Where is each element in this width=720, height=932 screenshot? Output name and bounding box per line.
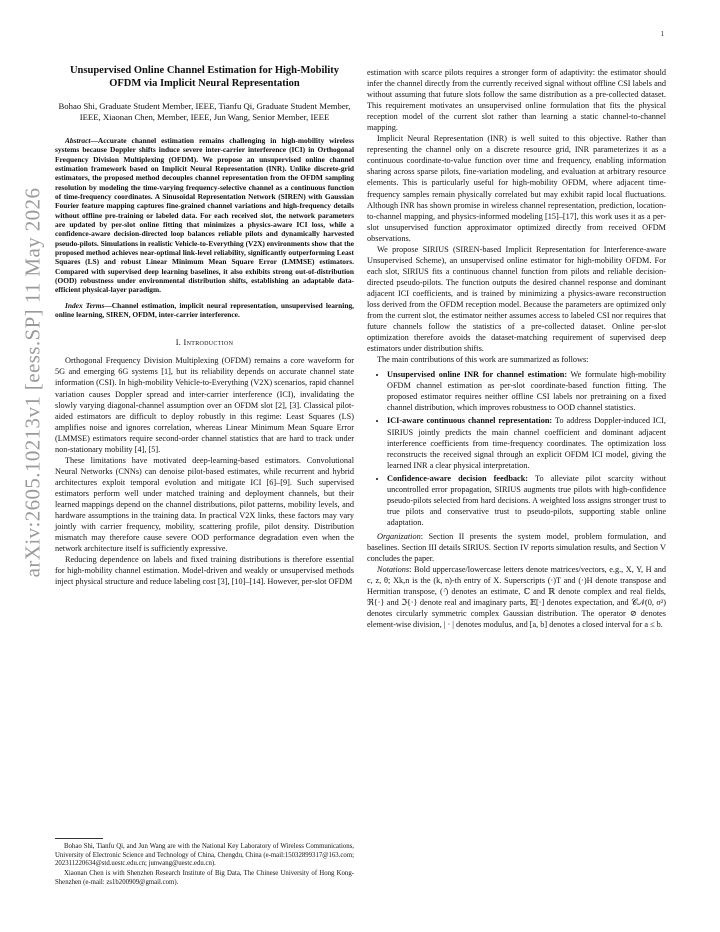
notations-lead: Notations [377,565,410,575]
abstract [55,136,354,295]
intro-paragraph: These limitations have motivated deep-learning-based estimators. Convolutional Neural Networks (CNNs) can denoise pilot-based estimates, while recurrent and hybrid architectures exploit temporal evolution and mitigate ICI [6]–[9]. Such supervised estimators perform well under matched training and deployment channels, but their learned mappings depend on the channel distributions, pilot patterns, mobility levels, and hardware assumptions in the training data. In practical V2X links, these factors may vary jointly with carrier frequency, mobility, scattering profile, pilot density. Distribution mismatch may therefore cause severe OOD performance degradation even when the network architecture itself is sufficiently expressive. [55,455,354,554]
contribution-item [387,473,666,528]
paper-title: Unsupervised Online Channel Estimation for High-Mobility OFDM via Implicit Neural Representation [69,65,340,89]
body-paragraph: The main contributions of this work are summarized as follows: [377,355,589,365]
notations-text: : Bold uppercase/lowercase letters denote matrices/vectors, e.g., X, Y, H and c, z, θ; Xk,n is the (k, n)-th entry of X. Superscripts (·)T and (·)H denote transpose and Hermitian transpose, (·̂) denotes an estimate, ℂ and ℝ denote complex and real fields, ℜ{·} and ℑ{·} denote real and imaginary parts, 𝔼[·] denotes expectation, and 𝒞𝒩(0, σ²) denotes circularly symmetric complex Gaussian distribution. The operator ⊘ denotes element-wise division, | · | denotes modulus, and [a, b] denotes a closed interval for a ≤ b. [367,565,666,630]
notations-paragraph [367,564,666,630]
body-paragraph: estimation with scarce pilots requires a stronger form of adaptivity: the estimator should infer the channel directly from the currently received signal without offline CSI labels and without assuming that future slots follow the same distribution as a pre-collected dataset. This requirement motivates an unsupervised online formulation that fits the physical reception model of the current slot rather than learning a static channel-to-channel mapping. [367,68,666,133]
contribution-lead: Unsupervised online INR for channel estimation: [387,370,568,380]
index-terms [55,301,354,320]
arxiv-stamp-text: arXiv:2605.10213v1 [eess.SP] 11 May 2026 [20,187,45,577]
organization-text: : Section II presents the system model, problem formulation, and baselines. Section III details SIRIUS. Section IV reports simulation results, and Section V concludes the paper. [367,531,666,564]
abstract-text: —Accurate channel estimation remains challenging in high-mobility wireless systems because Doppler shifts induce severe inter-carrier interference (ICI) in Orthogonal Frequency Division Multiplexing (OFDM). We propose an unsupervised online channel estimation framework based on Implicit Neural Representation (INR). Unlike discrete-grid estimators, the proposed method decouples channel representation from the OFDM sampling resolution by modeling the time-varying frequency-selective channel as a continuous function of time-frequency coordinates. A Sinusoidal Representation Network (SIREN) with Gaussian Fourier feature mapping captures fine-grained channel variations and high-frequency details without offline pre-training or labeled data. For each received slot, the network parameters are updated by per-slot online fitting that minimizes a physics-aware ICI loss, while a confidence-aware decision-directed loop balances reliable pilots and dynamically harvested pseudo-pilots. Simulations in realistic Vehicle-to-Everything (V2X) environments show that the proposed method achieves near-optimal link-level reliability, significantly outperforming Least Squares (LS) and robust Linear Minimum Mean Square Error (LMMSE) estimators. Compared with supervised deep learning baselines, it also exhibits strong out-of-distribution (OOD) robustness under environmental distribution shifts, establishing an adaptable data-efficient physical-layer paradigm. [55,135,354,295]
contribution-list [367,369,666,528]
organization-paragraph [367,531,666,564]
footnotes [55,843,354,889]
contribution-text: We formulate high-mobility OFDM channel estimation as per-slot coordinate-based function fitting. The proposed estimator requires neither offline CSI labels nor pretraining on a fixed channel distribution, which improves robustness to OOD channel statistics. [387,370,666,413]
author-list: Bohao Shi, Graduate Student Member, IEEE, Tianfu Qi, Graduate Student Member, IEEE, Xiaonan Chen, Member, IEEE, Jun Wang, Senior Member, IEEE [58,101,351,123]
intro-paragraph: Orthogonal Frequency Division Multiplexing (OFDM) remains a core waveform for 5G and emerging 6G systems [1], but its reliability depends on accurate channel state information (CSI). In high-mobility Vehicle-to-Everything (V2X) scenarios, rapid channel variation causes Doppler spread and inter-carrier interference (ICI), invalidating the slowly varying diagonal-channel assumption over an OFDM slot [2], [3]. Classical pilot-aided estimators are difficult to deploy robustly in this regime: Least Squares (LS) amplifies noise and ignores correlation, whereas Linear Minimum Mean Square Error (LMMSE) estimators require second-order channel statistics that are hard to track under non-stationary mobility [4], [5]. [55,356,354,454]
footnote-affiliation: Xiaonan Chen is with Shenzhen Research Institute of Big Data, The Chinese University of Hong Kong-Shenzhen (e-mail: zs1b200909@gmail.com). [55,870,354,886]
contribution-item [387,369,666,413]
footnote-divider [55,838,103,839]
body-paragraph: Implicit Neural Representation (INR) is well suited to this objective. Rather than representing the channel only on a discrete resource grid, INR parameterizes it as a continuous coordinate-to-value function over time and frequency, enabling information sharing across sparse pilots, fine-variation modeling, and evaluation at arbitrary resource elements. This is particularly useful for high-mobility OFDM, where adjacent time-frequency samples remain physically correlated but may exhibit rapid local fluctuations. Although INR has shown promise in wireless channel representation, prediction, location-to-channel mapping, and physics-informed modeling [15]–[17], this work uses it as a per-slot unsupervised function approximator optimized directly from received OFDM observations. [367,134,666,243]
left-column [55,64,354,587]
contribution-item [387,415,666,470]
section-heading-introduction: I. Introduction [175,338,234,348]
page-number: 1 [660,30,664,38]
index-terms-text: —Channel estimation, implicit neural representation, unsupervised learning, online learning, SIREN, OFDM, inter-carrier interference. [55,300,354,319]
arxiv-stamp [8,132,58,632]
index-terms-lead: Index Terms [65,300,105,310]
contribution-text: To alleviate pilot scarcity without uncontrolled error propagation, SIRIUS augments true pilots with high-confidence pseudo-pilots selected from hard decisions. A weighted loss assigns stronger trust to true pilots and conservative trust to pseudo-pilots, supporting stable online adaptation. [387,473,666,527]
footnote-affiliation: Bohao Shi, Tianfu Qi, and Jun Wang are with the National Key Laboratory of Wireless Communications, University of Electronic Science and Technology of China, Chengdu, China (e-mail:15032899317@163.com; 202311220634@std.uestc.edu.cn; junwang@uestc.edu.cn). [55,843,354,868]
contribution-text: To address Doppler-induced ICI, SIRIUS jointly predicts the main channel coefficient and dominant adjacent interference coefficients from time-frequency coordinates. The optimization loss reconstructs the received signal through an explicit OFDM ICI model, giving the learned INR a clear physical interpretation. [387,416,666,470]
organization-lead: Organization [377,531,421,541]
right-column [367,67,666,630]
contribution-lead: ICI-aware continuous channel representation: [387,416,553,426]
body-paragraph: We propose SIRIUS (SIREN-based Implicit Representation for Interference-aware Unsupervised Scheme), an unsupervised online estimator for high-mobility OFDM. For each slot, SIRIUS fits a continuous channel function from pilots and reliable decision-directed pseudo-pilots. The function outputs the desired channel response and dominant adjacent ICI coefficients, and is trained by minimizing a physics-aware reconstruction loss derived from the OFDM reception model. Because the parameters are optimized only from the current slot, the estimator neither assumes access to labeled CSI nor requires that future channels follow the statistics of a pre-collected dataset. Online per-slot optimization therefore avoids the dataset-matching requirement of supervised deep estimators under distribution shifts. [367,244,666,354]
intro-paragraph: Reducing dependence on labels and fixed training distributions is therefore essential for high-mobility channel estimation. Model-driven and weakly or unsupervised methods inject physical structure and reduce labeling cost [3], [10]–[14]. However, per-slot OFDM [55,555,354,587]
contribution-lead: Confidence-aware decision feedback: [387,473,529,483]
abstract-lead: Abstract [65,135,91,145]
